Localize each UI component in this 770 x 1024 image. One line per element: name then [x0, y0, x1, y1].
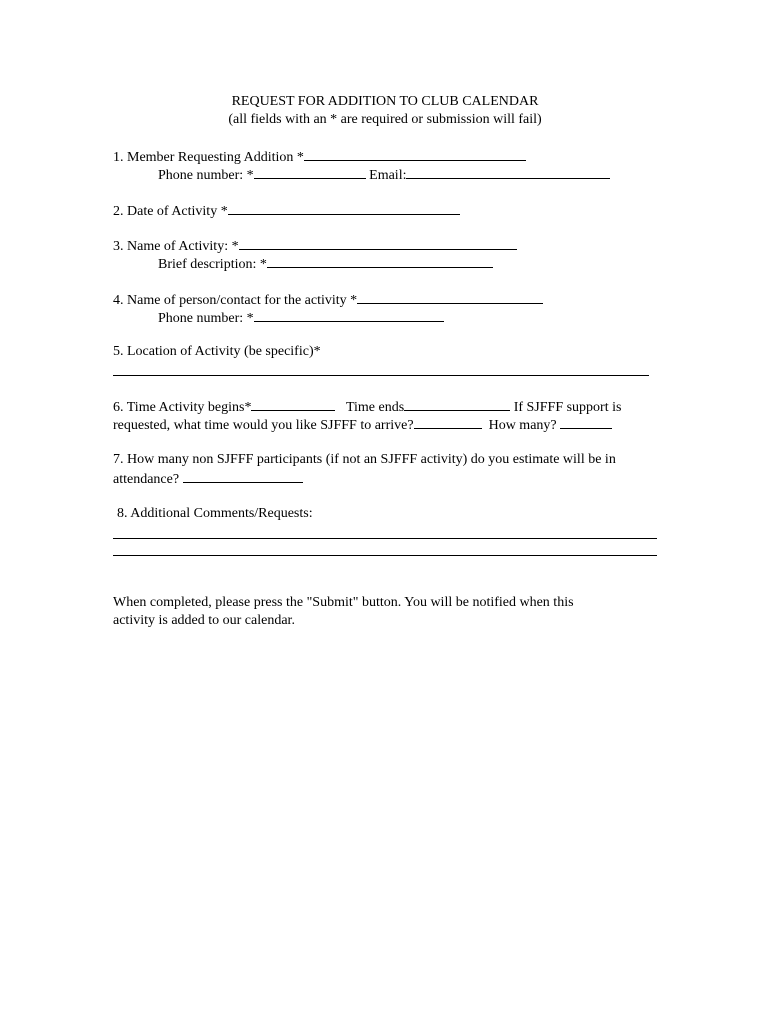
- activity-name-field[interactable]: [239, 236, 517, 250]
- q4-label: 4. Name of person/contact for the activity *: [113, 293, 358, 308]
- q6-begins-label: 6. Time Activity begins*: [113, 400, 252, 415]
- arrive-time-field[interactable]: [414, 415, 482, 429]
- q7-row: [113, 469, 303, 489]
- brief-description-field[interactable]: [267, 254, 493, 268]
- comments-field-line-2[interactable]: [113, 555, 657, 556]
- q8-label: 8. Additional Comments/Requests:: [117, 506, 313, 521]
- location-field[interactable]: [113, 375, 649, 376]
- time-ends-field[interactable]: [404, 397, 510, 411]
- q4-phone-label: Phone number: *: [158, 311, 254, 326]
- q3-desc-row: [158, 254, 493, 274]
- activity-date-field[interactable]: [228, 201, 460, 215]
- comments-field-line-1[interactable]: [113, 538, 657, 539]
- how-many-field[interactable]: [560, 415, 612, 429]
- form-title: REQUEST FOR ADDITION TO CLUB CALENDAR: [231, 94, 539, 109]
- q5-label: 5. Location of Activity (be specific)*: [113, 344, 321, 359]
- member-requesting-field[interactable]: [304, 147, 526, 161]
- q2-row: [113, 201, 460, 221]
- footer-line-2: activity is added to our calendar.: [113, 613, 295, 628]
- q3-label: 3. Name of Activity: *: [113, 239, 239, 254]
- q1-contact-row: [158, 165, 610, 185]
- q1-row: [113, 147, 526, 167]
- q6-arrive-label: requested, what time would you like SJFFF to arrive?: [113, 418, 414, 433]
- contact-person-field[interactable]: [357, 290, 543, 304]
- q6-ends-label: Time ends: [345, 400, 405, 415]
- q1-email-label: Email:: [369, 168, 407, 183]
- member-phone-field[interactable]: [254, 165, 366, 179]
- q7-label: 7. How many non SJFFF participants (if not an SJFFF activity) do you estimate will be in: [113, 452, 616, 467]
- q7-label-cont: attendance?: [113, 472, 180, 487]
- contact-phone-field[interactable]: [254, 308, 444, 322]
- q6-support-label: If SJFFF support is: [513, 400, 622, 415]
- time-begins-field[interactable]: [251, 397, 335, 411]
- q6-row: [113, 397, 621, 417]
- q4-row: [113, 290, 543, 310]
- q3-desc-label: Brief description: *: [158, 257, 267, 272]
- q3-row: [113, 236, 517, 256]
- q1-phone-label: Phone number: *: [158, 168, 254, 183]
- member-email-field[interactable]: [406, 165, 610, 179]
- q6-how-many-label: How many?: [488, 418, 557, 433]
- attendance-field[interactable]: [183, 469, 303, 483]
- footer-line-1: When completed, please press the "Submit" button. You will be notified when this: [113, 595, 574, 610]
- q1-label: 1. Member Requesting Addition *: [113, 150, 304, 165]
- q4-phone-row: [158, 308, 444, 328]
- q6-arrive-row: [113, 415, 612, 435]
- q2-label: 2. Date of Activity *: [113, 204, 228, 219]
- form-subtitle: (all fields with an * are required or submission will fail): [228, 112, 542, 127]
